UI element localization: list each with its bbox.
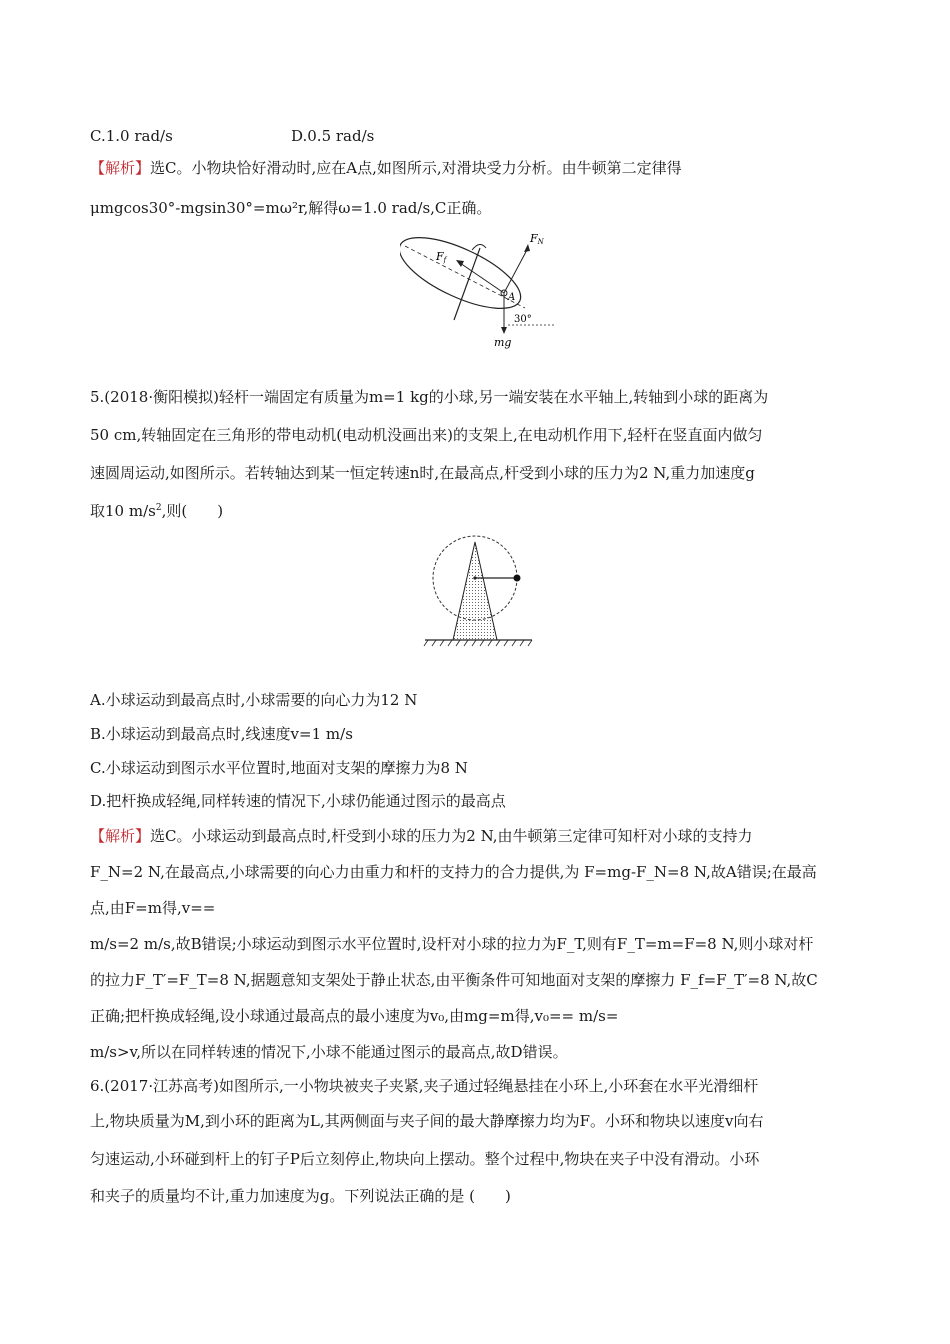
axle bbox=[473, 576, 476, 579]
q6-stem-line2: 上,物块质量为M,到小环的距离为L,其两侧面与夹子间的最大静摩擦力均为F。小环和物块以速度v向右 bbox=[90, 1112, 764, 1130]
q5-analysis-line7: m/s>v,所以在同样转速的情况下,小球不能通过图示的最高点,故D错误。 bbox=[90, 1043, 568, 1061]
q5-analysis-line3: 点,由F=m得,v== bbox=[90, 899, 216, 917]
q5-analysis-line4: m/s=2 m/s,故B错误;小球运动到图示水平位置时,设杆对小球的拉力为F_T,则有F_T=m=F=8 N,则小球对杆 bbox=[90, 935, 814, 953]
mg-label: mg bbox=[494, 336, 512, 349]
q5-option-d: D.把杆换成轻绳,同样转速的情况下,小球仍能通过图示的最高点 bbox=[90, 792, 506, 810]
q4-force-diagram bbox=[400, 228, 570, 350]
q5-stem-line4-a: 取10 m/s bbox=[90, 502, 156, 520]
q5-stem-line2: 50 cm,转轴固定在三角形的带电动机(电动机没画出来)的支架上,在电动机作用下,轻杆在竖直面内做匀 bbox=[90, 426, 763, 444]
q5-stem-line3: 速圆周运动,如图所示。若转轴达到某一恒定转速n时,在最高点,杆受到小球的压力为2 N,重力加速度g bbox=[90, 464, 755, 482]
tilted-disc bbox=[400, 228, 530, 323]
triangle-stand bbox=[453, 542, 497, 640]
q5-option-b: B.小球运动到最高点时,线速度v=1 m/s bbox=[90, 725, 353, 743]
q6-stem-line1: 6.(2017·江苏高考)如图所示,一小物块被夹子夹紧,夹子通过轻绳悬挂在小环上,小环套在水平光滑细杆 bbox=[90, 1077, 759, 1095]
q4-analysis bbox=[90, 158, 682, 178]
q5-analysis-line5: 的拉力F_T′=F_T=8 N,据题意知支架处于静止状态,由平衡条件可知地面对支架的摩擦力 F_f=F_T′=8 N,故C bbox=[90, 971, 818, 989]
mg-arrowhead bbox=[501, 327, 507, 334]
fn-arrowhead bbox=[524, 244, 530, 252]
ff-label: Ff bbox=[436, 250, 447, 264]
analysis-tag: 【解析】 bbox=[90, 827, 151, 845]
rotation-axis bbox=[454, 248, 480, 320]
angle-label: 30° bbox=[514, 314, 532, 325]
q4-option-c: C.1.0 rad/s bbox=[90, 127, 173, 145]
q5-stand-diagram bbox=[420, 532, 540, 652]
q6-stem-line3: 匀速运动,小环碰到杆上的钉子P后立刻停止,物块向上摆动。整个过程中,物块在夹子中没有滑动。小环 bbox=[90, 1150, 760, 1168]
q6-stem-line4: 和夹子的质量均不计,重力加速度为g。下列说法正确的是 ( ) bbox=[90, 1187, 511, 1205]
analysis-text: 选C。小球运动到最高点时,杆受到小球的压力为2 N,由牛顿第三定律可知杆对小球的支持力 bbox=[150, 827, 753, 845]
q5-stem-line1: 5.(2018·衡阳模拟)轻杆一端固定有质量为m=1 kg的小球,另一端安装在水平轴上,转轴到小球的距离为 bbox=[90, 388, 769, 406]
q4-option-d: D.0.5 rad/s bbox=[291, 127, 375, 145]
a-label: A bbox=[508, 292, 516, 303]
q5-stem-line4 bbox=[90, 501, 223, 524]
disc-diameter bbox=[405, 246, 525, 308]
analysis-tag: 【解析】 bbox=[90, 159, 151, 177]
ground-hatch bbox=[424, 640, 532, 646]
fn-arrow bbox=[504, 248, 528, 293]
q5-analysis-line1 bbox=[90, 826, 753, 846]
ball bbox=[514, 575, 521, 582]
q5-option-a: A.小球运动到最高点时,小球需要的向心力为12 N bbox=[90, 691, 418, 709]
q4-equation: μmgcos30°-mgsin30°=mω²r,解得ω=1.0 rad/s,C正确。 bbox=[90, 199, 492, 217]
q5-option-c: C.小球运动到图示水平位置时,地面对支架的摩擦力为8 N bbox=[90, 759, 468, 777]
exponent: 2 bbox=[155, 503, 162, 513]
q5-analysis-line6: 正确;把杆换成轻绳,设小球通过最高点的最小速度为v₀,由mg=m得,v₀== m/s= bbox=[90, 1007, 619, 1025]
q5-stem-line4-b: ,则( ) bbox=[161, 502, 224, 520]
fn-label: FN bbox=[530, 232, 544, 246]
q5-analysis-line2: F_N=2 N,在最高点,小球需要的向心力由重力和杆的支持力的合力提供,为 F=mg-F_N=8 N,故A错误;在最高 bbox=[90, 863, 817, 881]
ff-arrowhead bbox=[456, 260, 464, 267]
analysis-text: 选C。小物块恰好滑动时,应在A点,如图所示,对滑块受力分析。由牛顿第二定律得 bbox=[150, 159, 682, 177]
